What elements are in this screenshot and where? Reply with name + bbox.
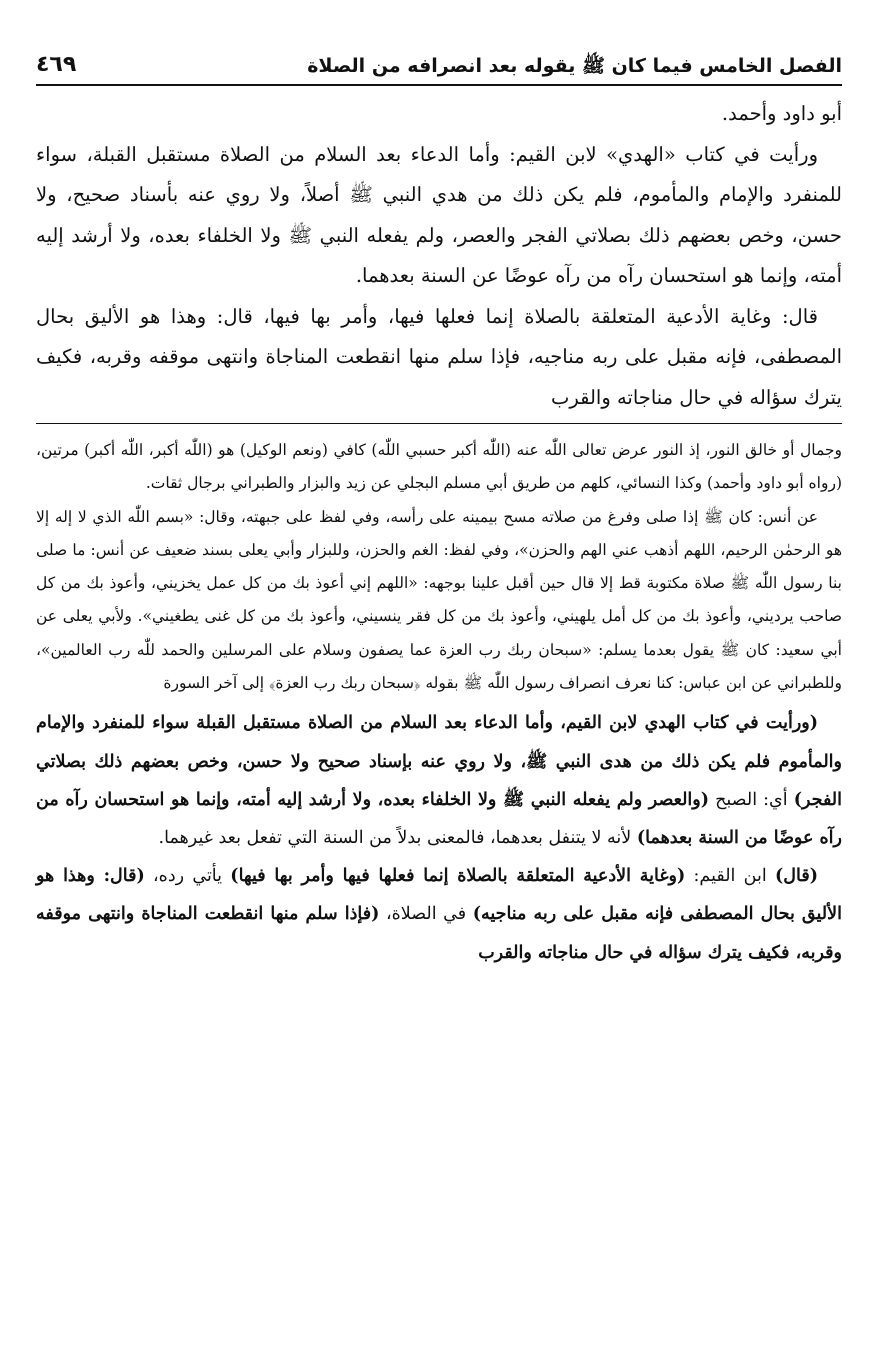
section-divider <box>36 423 842 424</box>
explanation: ابن القيم: <box>685 866 776 887</box>
commentary-paragraph-2 <box>36 857 842 972</box>
running-header <box>36 44 842 86</box>
explanation: في الصلاة، <box>379 904 473 925</box>
main-paragraph-2: ورأيت في كتاب «الهدي» لابن القيم: وأما الدعاء بعد السلام من الصلاة مستقبل القبلة، سواء للمنفرد والإمام والمأموم، فلم يكن ذلك من هدي النبي ﷺ أصلاً، ولا روي عنه بأسناد صحيح، ولا حسن، وخص بعضهم ذلك بصلاتي الفجر والعصر، ولم يفعله النبي ﷺ ولا الخلفاء بعده، ولا أرشد إليه أمته، وإنما هو استحسان رآه من رآه عوضًا عن السنة بعدهما. <box>36 142 842 287</box>
chapter-title: الفصل الخامس فيما كان ﷺ يقوله بعد انصرافه من الصلاة <box>307 55 842 77</box>
footnotes <box>36 434 842 700</box>
book-page <box>36 44 842 1334</box>
explanation: أي: الصبح <box>709 789 794 810</box>
quoted-matn: (ورأيت في كتاب الهدي لابن القيم، وأما الدعاء بعد السلام من الصلاة مستقبل القبلة سواء للمنفرد والإمام والمأموم فلم يكن ذلك من هدى النبي ﷺ، ولا روي عنه بإسناد صحيح ولا حسن، وخص بعضهم ذلك بصلاتي الفجر) <box>36 713 842 810</box>
quoted-matn: (والعصر ولم يفعله النبي ﷺ ولا الخلفاء بعده، ولا أرشد إليه أمته، وإنما هو استحسان رآه من رآه عوضًا من السنة بعدهما) <box>36 789 842 848</box>
quoted-matn: (فإذا سلم منها انقطعت المناجاة وانتهى موقفه وقربه، فكيف يترك سؤاله في حال مناجاته والقرب <box>36 904 842 963</box>
commentary-paragraph-1 <box>36 704 842 857</box>
main-paragraph-1: أبو داود وأحمد. <box>721 102 842 125</box>
explanation: لأنه لا يتنفل بعدهما، فالمعنى بدلاً من السنة التي تفعل بعد غيرهما. <box>158 827 637 848</box>
commentary <box>36 704 842 971</box>
main-text <box>36 94 842 418</box>
explanation: يأتي رده، <box>144 866 231 887</box>
quoted-matn: (قال: وهذا هو الأليق بحال المصطفى فإنه مقبل على ربه مناجيه) <box>36 866 842 925</box>
note-paragraph-2: عن أنس: كان ﷺ إذا صلى وفرغ من صلاته مسح بيمينه على رأسه، وفي لفظ على جبهته، وقال: «بسم اللّٰه الذي لا إله إلا هو الرحمٰن الرحيم، اللهم أذهب عني الهم والحزن»، وفي لفظ: الغم والحزن، وللبزار وأبي يعلى بسند ضعيف عن أنس: ما صلى بنا رسول اللّٰه ﷺ صلاة مكتوبة قط إلا قال حين أقبل علينا بوجهه: «اللهم إني أعوذ بك من كل عمل يخزيني، وأعوذ بك من كل صاحب يرديني، وأعوذ بك من كل أمل يلهيني، وأعوذ بك من كل فقر ينسيني، وأعوذ بك من كل غنى يطغيني». ولأبي يعلى عن أبي سعيد: كان ﷺ يقول بعدما يسلم: «سبحان ربك رب العزة عما يصفون وسلام على المرسلين والحمد للّٰه رب العالمين»، وللطبراني عن ابن عباس: كنا نعرف انصراف رسول اللّٰه ﷺ بقوله ﴿سبحان ربك رب العزة﴾ إلى آخر السورة <box>36 507 842 693</box>
quoted-matn: (وغاية الأدعية المتعلقة بالصلاة إنما فعلها فيها وأمر بها فيها) <box>230 866 686 887</box>
note-paragraph-1: وجمال أو خالق النور، إذ النور عرض تعالى اللّٰه عنه (اللّٰه أكبر حسبي اللّٰه) كافي (ونعم الوكيل) هو (اللّٰه أكبر، اللّٰه أكبر) مرتين، (رواه أبو داود وأحمد) وكذا النسائي، كلهم من طريق أبي مسلم البجلي عن زيد والبزار والطبراني برجال ثقات. <box>36 441 842 493</box>
page-number: ٤٦٩ <box>36 52 77 77</box>
main-paragraph-3: قال: وغاية الأدعية المتعلقة بالصلاة إنما فعلها فيها، وأمر بها فيها، قال: وهذا هو الأليق بحال المصطفى، فإنه مقبل على ربه مناجيه، فإذا سلم منها انقطعت المناجاة وانتهى موقفه وقربه، فكيف يترك سؤاله في حال مناجاته والقرب <box>36 304 842 409</box>
quoted-matn: (قال) <box>775 866 818 887</box>
